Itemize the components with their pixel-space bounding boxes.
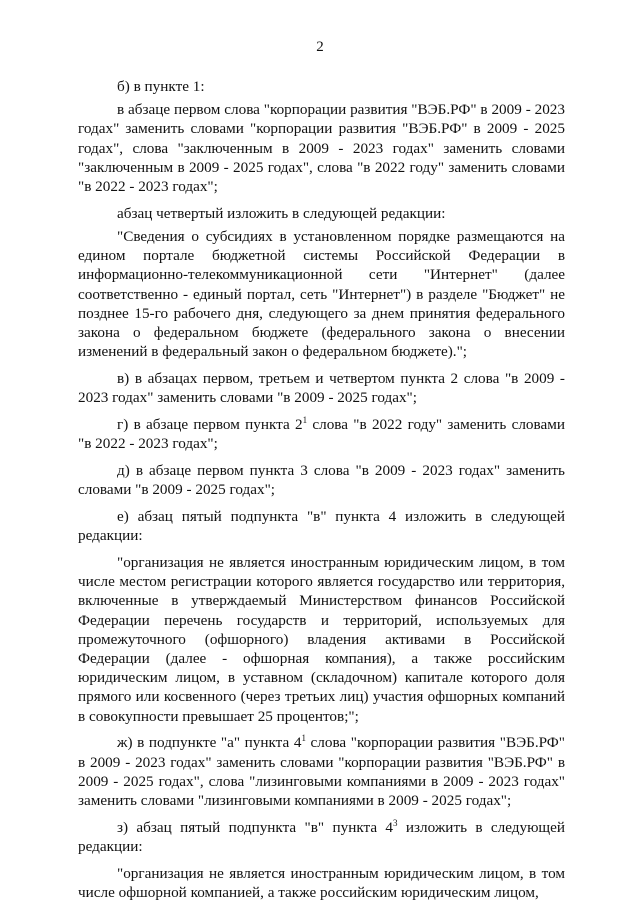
superscript: 1 [301,733,306,744]
paragraph [78,818,565,856]
paragraph-text: г) в абзаце первом пункта 2 [117,416,303,434]
paragraph: "Сведения о субсидиях в установленном порядке размещаются на едином портале бюджетной системы Российской Федерации в информационно-телекоммуникационной сети "Интернет" (далее соответственно - единый портал, сеть "Интернет") в разделе "Бюджет" не позднее 15-го рабочего дня, следующего за днем принятия федерального закона о федеральном бюджете (федерального закона о внесении изменений в федеральный закон о федеральном бюджете)."; [78,228,565,361]
paragraph: абзац четвертый изложить в следующей редакции: [117,204,446,222]
superscript: 1 [302,415,308,426]
paragraph: в) в абзацах первом, третьем и четвертом пункта 2 слова "в 2009 - 2023 годах" заменить словами "в 2009 - 2025 годах"; [78,370,565,407]
document-body [78,77,565,910]
paragraph: в абзаце первом слова "корпорации развития "ВЭБ.РФ" в 2009 - 2023 годах" заменить словами "корпорации развития "ВЭБ.РФ" в 2009 - 2025 годах", слова "заключенным в 2009 - 2023 годах" заменить словами "заключенным в 2009 - 2025 годах", слова "в 2022 году" заменить словами "в 2022 - 2023 годах"; [78,101,565,196]
paragraph: б) в пункте 1: [117,78,205,95]
page-number: 2 [316,39,324,55]
paragraph: д) в абзаце первом пункта 3 слова "в 2009 - 2023 годах" заменить словами "в 2009 - 2025 годах"; [78,462,565,499]
paragraph: "организация не является иностранным юридическим лицом, в том числе офшорной компанией, а также российским юридическим лицом, [78,864,565,902]
paragraph-text: слова "корпорации развития "ВЭБ.РФ" в 2009 - 2023 годах" заменить словами "корпорации развития "ВЭБ.РФ" в 2009 - 2025 годах", слова "лизинговыми компаниями в 2009 - 2023 годах" заменить словами "лизинговыми компаниями в 2009 - 2025 годах"; [78,734,566,810]
paragraph-text: ж) в подпункте "а" пункта 4 [117,734,302,752]
paragraph: "организация не является иностранным юридическим лицом, в том числе местом регистрации которого является государство или территория, включенные в утверждаемый Министерством финансов Российской Федерации перечень государств и территорий, используемых для промежуточного (офшорного) владения активами в Российской Федерации (далее - офшорная компания), а также российским юридическим лицом, в уставном (складочном) капитале которого доля прямого или косвенного (через третьих лиц) участия офшорных компаний в совокупности превышает 25 процентов;"; [78,554,565,725]
paragraph-text: слова "в 2022 году" заменить словами "в 2022 - 2023 годах"; [78,416,565,453]
paragraph-text: изложить в следующей редакции: [78,818,565,856]
superscript: 3 [393,817,398,828]
paragraph-text: з) абзац пятый подпункта "в" пункта 4 [117,818,394,836]
paragraph [78,415,565,453]
paragraph [78,733,565,810]
paragraph: е) абзац пятый подпункта "в" пункта 4 изложить в следующей редакции: [78,508,565,545]
